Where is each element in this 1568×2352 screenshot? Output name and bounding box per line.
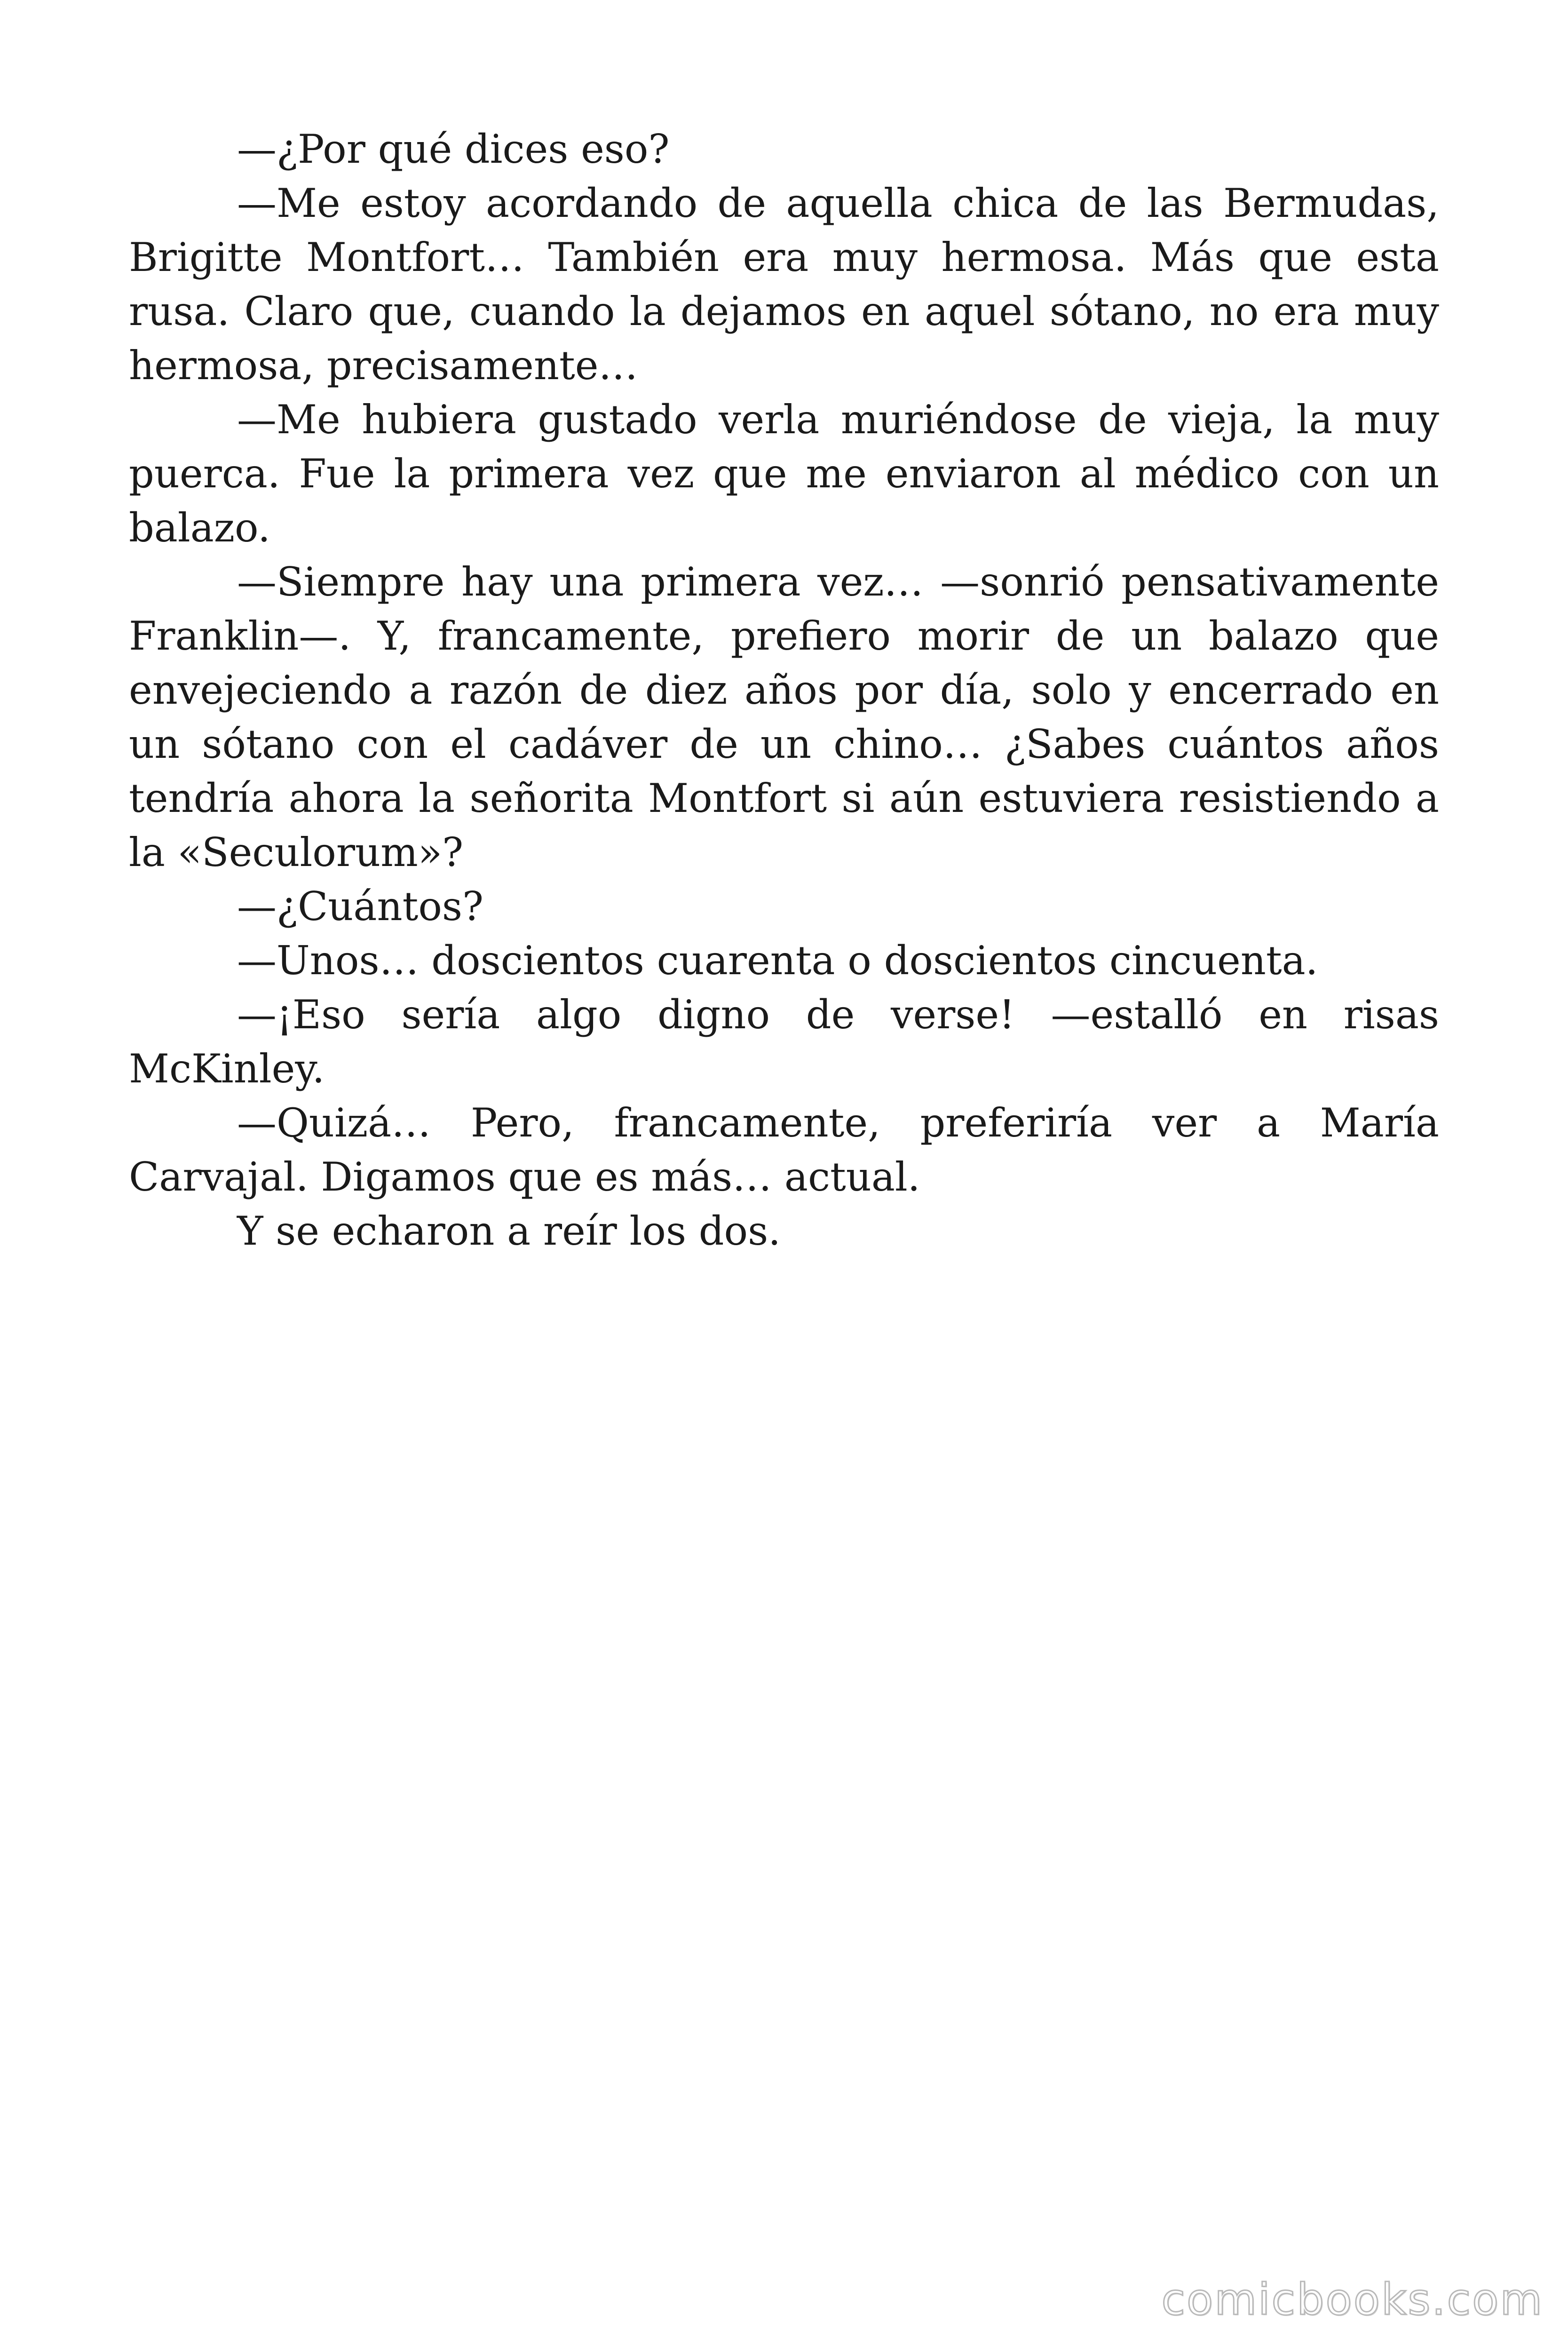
page-body [129, 122, 1439, 1258]
paragraph: —¿Por qué dices eso? [237, 126, 670, 172]
paragraph: —Quizá… Pero, francamente, preferiría ver a María Carvajal. Digamos que es más… actual. [129, 1100, 1439, 1200]
paragraph: Y se echaron a reír los dos. [237, 1208, 781, 1254]
paragraph: —Siempre hay una primera vez… —sonrió pensativamente Franklin—. Y, francamente, prefiero morir de un balazo que envejeciendo a razón de diez años por día, solo y encerrado en un sótano con el cadáver de un chino… ¿Sabes cuántos años tendría ahora la señorita Montfort si aún estuviera resistiendo a la «Seculorum»? [129, 559, 1439, 875]
paragraph: —¿Cuántos? [237, 883, 484, 930]
paragraph: —Me hubiera gustado verla muriéndose de vieja, la muy puerca. Fue la primera vez que me enviaron al médico con un balazo. [129, 397, 1439, 551]
watermark: comicbooks.com [1161, 2274, 1544, 2325]
paragraph: —Me estoy acordando de aquella chica de las Bermudas, Brigitte Montfort… También era muy hermosa. Más que esta rusa. Claro que, cuando la dejamos en aquel sótano, no era muy hermosa, precisamente… [129, 180, 1439, 389]
paragraph: —Unos… doscientos cuarenta o doscientos cincuenta. [237, 938, 1318, 984]
paragraph: —¡Eso sería algo digno de verse! —estalló en risas McKinley. [129, 992, 1439, 1092]
